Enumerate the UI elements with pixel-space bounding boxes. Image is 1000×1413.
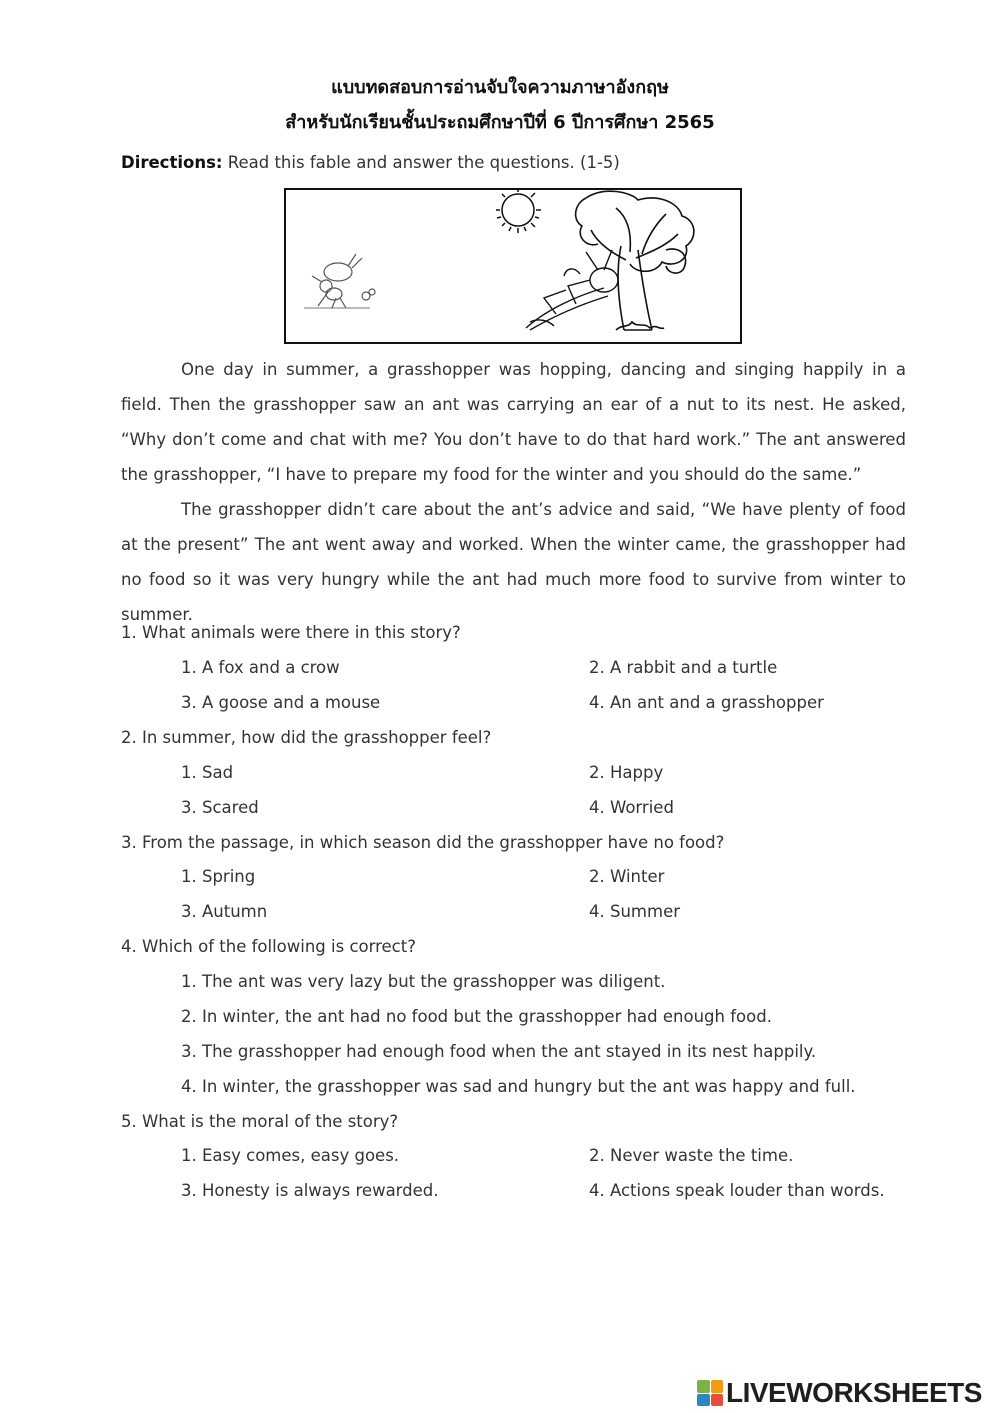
tree-icon	[576, 191, 694, 330]
logo-square-blue	[697, 1394, 710, 1407]
grasshopper-icon	[526, 250, 618, 330]
page-title-line1: แบบทดสอบการอ่านจับใจความภาษาอังกฤษ	[331, 77, 669, 98]
grasshopper-ant-drawing	[286, 190, 740, 342]
question-5-choice-3[interactable]: 3. Honesty is always rewarded.	[181, 1181, 439, 1200]
question-2-choice-4[interactable]: 4. Worried	[589, 798, 674, 817]
question-4-choice-2[interactable]: 2. In winter, the ant had no food but the grasshopper had enough food.	[181, 1007, 772, 1026]
question-1-choice-1[interactable]: 1. A fox and a crow	[181, 658, 340, 677]
question-2: 2. In summer, how did the grasshopper feel?	[121, 728, 492, 747]
logo-square-green	[697, 1380, 710, 1393]
question-1-choice-4[interactable]: 4. An ant and a grasshopper	[589, 693, 824, 712]
question-3-choice-1[interactable]: 1. Spring	[181, 867, 256, 886]
question-4-choice-3[interactable]: 3. The grasshopper had enough food when the ant stayed in its nest happily.	[181, 1042, 817, 1061]
fable-illustration	[284, 188, 742, 344]
ant-icon	[312, 254, 375, 308]
page-title-line2: สำหรับนักเรียนชั้นประถมศึกษาปีที่ 6 ปีการศึกษา 2565	[285, 112, 715, 133]
question-5-choice-4[interactable]: 4. Actions speak louder than words.	[589, 1181, 885, 1200]
question-1: 1. What animals were there in this story?	[121, 623, 461, 642]
question-2-choice-3[interactable]: 3. Scared	[181, 798, 259, 817]
directions-label: Directions:	[121, 153, 223, 172]
question-2-choice-2[interactable]: 2. Happy	[589, 763, 664, 782]
question-4-choice-1[interactable]: 1. The ant was very lazy but the grasshopper was diligent.	[181, 972, 666, 991]
passage-paragraph-2: The grasshopper didn’t care about the ant’s advice and said, “We have plenty of food at the present” The ant went away and worked. When the winter came, the grasshopper had no food so it was very hungry while the ant had much more food to survive from winter to summer.	[121, 500, 906, 624]
logo-text: LIVEWORKSHEETS	[726, 1377, 982, 1408]
question-3-choice-4[interactable]: 4. Summer	[589, 902, 680, 921]
question-3: 3. From the passage, in which season did the grasshopper have no food?	[121, 833, 725, 852]
logo-badge-icon	[697, 1380, 723, 1406]
sun-icon	[496, 190, 541, 233]
question-5: 5. What is the moral of the story?	[121, 1112, 399, 1131]
question-4-choice-4[interactable]: 4. In winter, the grasshopper was sad and hungry but the ant was happy and full.	[181, 1077, 856, 1096]
question-4: 4. Which of the following is correct?	[121, 937, 416, 956]
passage-paragraph-1: One day in summer, a grasshopper was hopping, dancing and singing happily in a field. Then the grasshopper saw an ant was carrying an ear of a nut to its nest. He asked, “Why don’t come and chat with me? You don’t have to do that hard work.” The ant answered the grasshopper, “I have to prepare my food for the winter and you should do the same.”	[121, 360, 906, 484]
directions	[121, 153, 620, 172]
question-3-choice-2[interactable]: 2. Winter	[589, 867, 665, 886]
logo-square-orange	[711, 1380, 724, 1393]
fable-passage	[121, 352, 906, 632]
question-5-choice-2[interactable]: 2. Never waste the time.	[589, 1146, 794, 1165]
liveworksheets-logo[interactable]	[697, 1377, 995, 1409]
question-1-choice-2[interactable]: 2. A rabbit and a turtle	[589, 658, 778, 677]
question-1-choice-3[interactable]: 3. A goose and a mouse	[181, 693, 381, 712]
question-2-choice-1[interactable]: 1. Sad	[181, 763, 234, 782]
directions-text: Read this fable and answer the questions. (1-5)	[222, 153, 620, 172]
question-5-choice-1[interactable]: 1. Easy comes, easy goes.	[181, 1146, 400, 1165]
logo-square-red	[711, 1394, 724, 1407]
question-3-choice-3[interactable]: 3. Autumn	[181, 902, 268, 921]
